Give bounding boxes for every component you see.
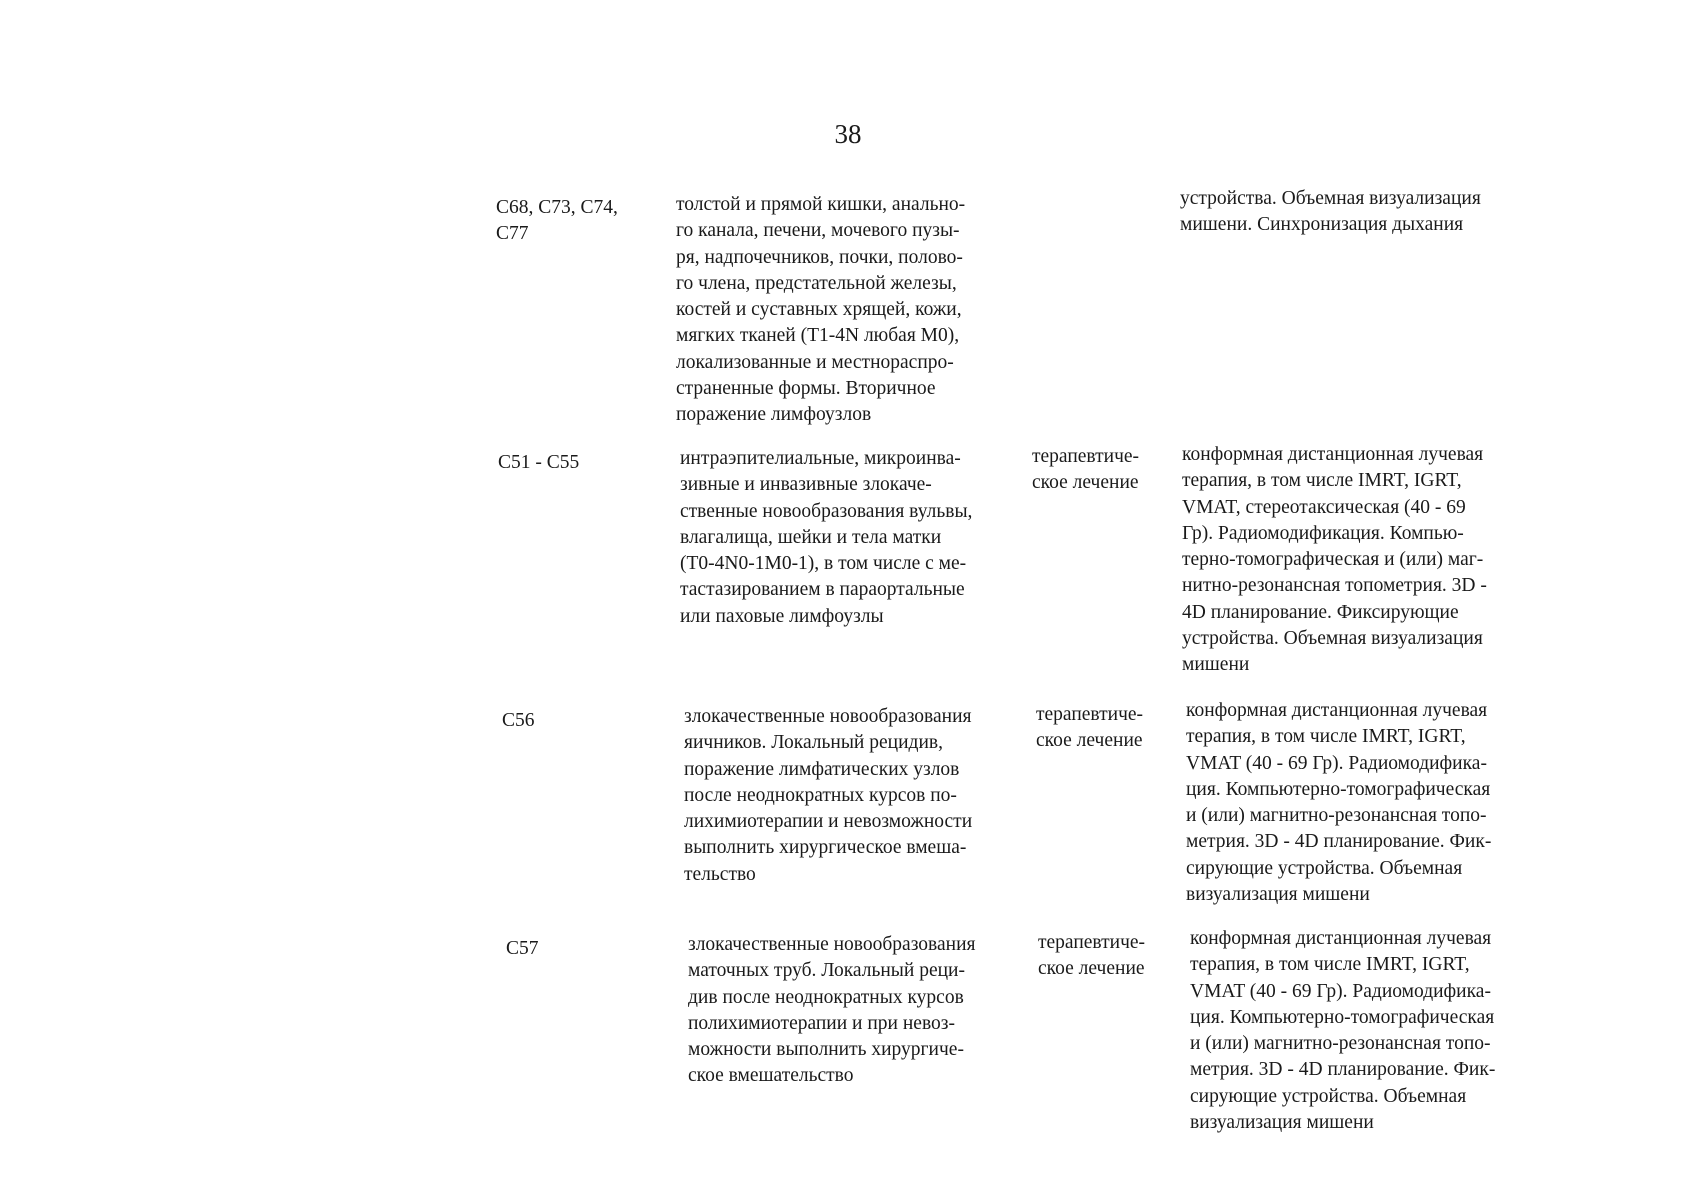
row-2-method: конформная дистанционная лучевая терапия, в том числе IMRT, IGRT, VMAT, стереотаксическая (40 - 69 Гр). Радиомодификация. Компью- терно-томографическая и (или) маг- нитно-резонансная топометрия. 3D - 4D планирование. Фиксирующие устройства. Объемная визуализация мишени xyxy=(1182,444,1487,676)
row-3-method: конформная дистанционная лучевая терапия, в том числе IMRT, IGRT, VMAT (40 - 69 Гр). Радиомодифика- ция. Компьютерно-томографическая и (или) магнитно-резонансная топо- метрия. 3D - 4D планирование. Фик- сирующие устройства. Объемная визуализация мишени xyxy=(1186,700,1492,906)
row-4-description: злокачественные новообразования маточных труб. Локальный реци- див после неоднократных курсов полихимиотерапии и при невоз- можности выполнить хирургиче- ское вмешательство xyxy=(688,934,976,1087)
row-4-codes: C57 xyxy=(506,938,539,959)
row-2-description: интраэпителиальные, микроинва- зивные и инвазивные злокаче- ственные новообразования вульвы, влагалища, шейки и тела матки (Т0-4N0-1M0-1), в том числе с ме- тастазированием в параортальные или паховые лимфоузлы xyxy=(680,448,973,627)
row-1-description: толстой и прямой кишки, анально- го канала, печени, мочевого пузы- ря, надпочечников, почки, полово- го члена, предстательной железы, костей и суставных хрящей, кожи, мягких тканей (Т1-4N любая М0), локализованные и местнораспро- страненные формы. Вторичное поражение лимфоузлов xyxy=(676,194,966,426)
page-number: 38 xyxy=(834,119,862,149)
row-1-method: устройства. Объемная визуализация мишени. Синхронизация дыхания xyxy=(1180,188,1481,236)
row-3-description: злокачественные новообразования яичников. Локальный рецидив, поражение лимфатических узлов после неоднократных курсов по- лихимиотерапии и невозможности выполнить хирургическое вмеша- тельство xyxy=(684,706,973,885)
row-3-codes: C56 xyxy=(502,710,535,731)
row-2-treatment: терапевтиче- ское лечение xyxy=(1032,446,1140,494)
row-3-treatment: терапевтиче- ское лечение xyxy=(1036,704,1144,752)
row-2-codes: C51 - C55 xyxy=(498,452,580,473)
row-1-codes: C68, C73, C74, C77 xyxy=(496,197,618,245)
row-4-method: конформная дистанционная лучевая терапия, в том числе IMRT, IGRT, VMAT (40 - 69 Гр). Радиомодифика- ция. Компьютерно-томографическая и (или) магнитно-резонансная топо- метрия. 3D - 4D планирование. Фик- сирующие устройства. Объемная визуализация мишени xyxy=(1190,928,1496,1134)
row-4-treatment: терапевтиче- ское лечение xyxy=(1038,932,1146,980)
